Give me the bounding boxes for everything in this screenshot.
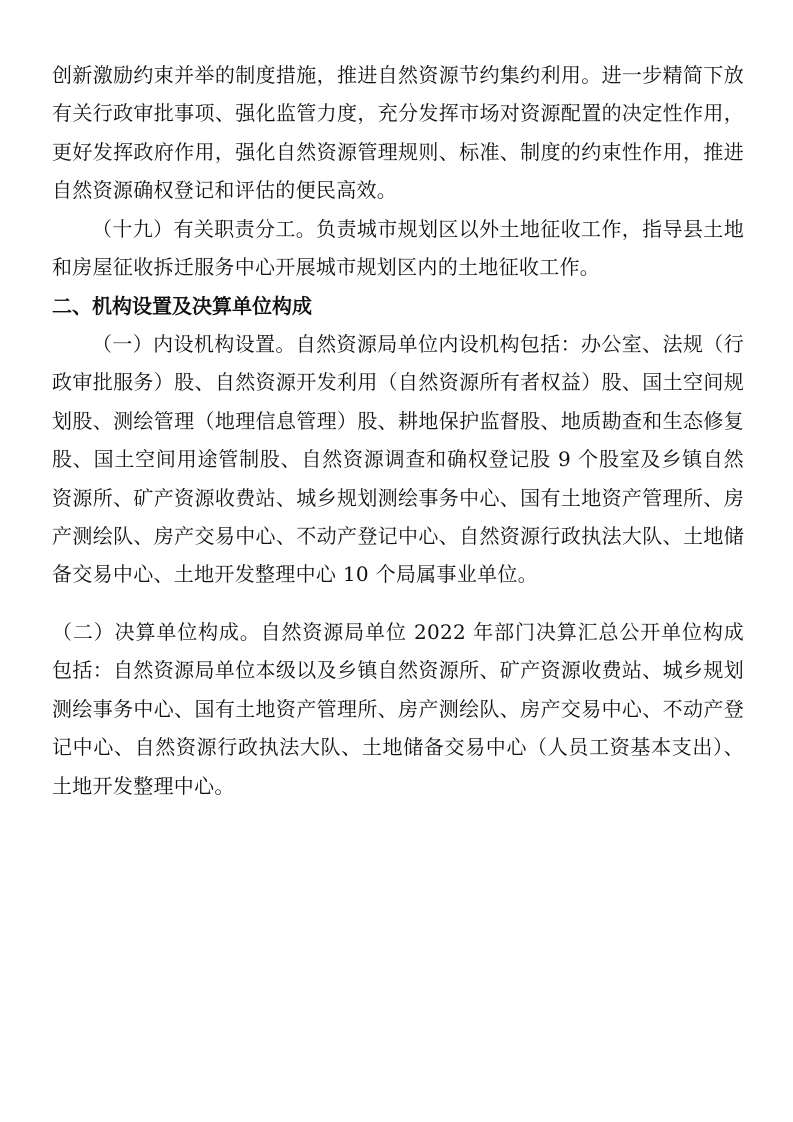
section-heading: 二、机构设置及决算单位构成 bbox=[52, 294, 312, 318]
paragraph-resource-management: 创新激励约束并举的制度措施，推进自然资源节约集约利用。进一步精简下放有关行政审批事项、强化监管力度，充分发挥市场对资源配置的决定性作用，更好发挥政府作用，强化自然资源管理规则、标准、制度的约束性作用，推进自然资源确权登记和评估的便民高效。 bbox=[52, 63, 744, 203]
paragraph-accounting-units: （二）决算单位构成。自然资源局单位 2022 年部门决算汇总公开单位构成包括：自然资源局单位本级以及乡镇自然资源所、矿产资源收费站、城乡规划测绘事务中心、国有土地资产管理所、房产测绘队、房产交易中心、不动产登记中心、自然资源行政执法大队、土地储备交易中心（人员工资基本支出）、土地开发整理中心。 bbox=[52, 620, 744, 798]
paragraph-internal-structure: （一）内设机构设置。自然资源局单位内设机构包括：办公室、法规（行政审批服务）股、自然资源开发利用（自然资源所有者权益）股、国土空间规划股、测绘管理（地理信息管理）股、耕地保护监督股、地质勘查和生态修复股、国土空间用途管制股、自然资源调查和确权登记股 9 个股室及乡镇自然资源所、矿产资源收费站、城乡规划测绘事务中心、国有土地资产管理所、房产测绘队、房产交易中心、不动产登记中心、自然资源行政执法大队、土地储备交易中心、土地开发整理中心 10 个局属事业单位。 bbox=[52, 332, 744, 587]
paragraph-duty-division: （十九）有关职责分工。负责城市规划区以外土地征收工作，指导县土地和房屋征收拆迁服务中心开展城市规划区内的土地征收工作。 bbox=[52, 217, 744, 280]
